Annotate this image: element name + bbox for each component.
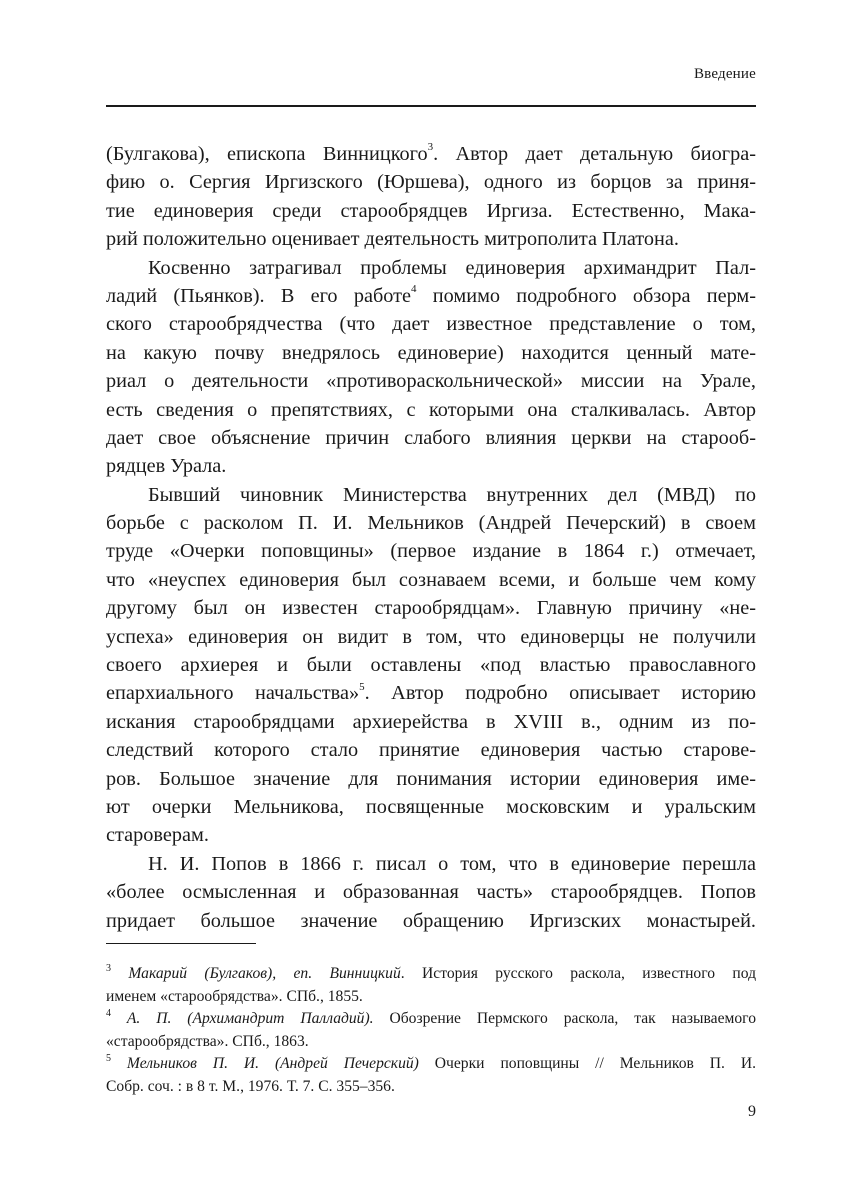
- text-line: своего архиерея и были оставлены «под властью православного: [106, 654, 756, 677]
- footnote-line: $^5$ Мельников П. И. (Андрей Печерский) Очерки поповщины // Мельников П. И.: [106, 1053, 756, 1073]
- running-head-title: Введение: [693, 66, 756, 82]
- text-line: придает большое значение обращению Иргизских монастырей.: [106, 909, 756, 932]
- text-line: Н. И. Попов в 1866 г. писал о том, что в единоверие перешла: [148, 852, 756, 875]
- footnote-line: «старообрядства». СПб., 1863.: [106, 1032, 309, 1050]
- footnote-author: Макарий (Булгаков), еп. Винницкий: [128, 965, 401, 982]
- text-line: староверам.: [106, 824, 209, 847]
- footnote-author: Мельников П. И. (Андрей Печерский): [126, 1055, 419, 1073]
- text-line: «более осмысленная и образованная часть» старообрядцев. Попов: [106, 881, 756, 904]
- text-line: следствий которого стало принятие единоверия частью старове-: [106, 739, 756, 762]
- main-text: [106, 140, 756, 935]
- paragraph: [106, 254, 756, 481]
- paragraph: [106, 850, 756, 935]
- text-line: (Булгакова), епископа Винницкого$^3$. Автор дает детальную биогра-: [106, 141, 756, 165]
- text-line: ского старообрядчества (что дает известное представление о том,: [106, 313, 756, 336]
- text-line: тие единоверия среди старообрядцев Иргиза. Естественно, Мака-: [106, 199, 756, 222]
- page-number: 9: [748, 1103, 756, 1120]
- text-line: другому был он известен старообрядцам». Главную причину «не-: [106, 597, 756, 620]
- footnote: [106, 1008, 756, 1053]
- text-line: труде «Очерки поповщины» (первое издание в 1864 г.) отмечает,: [106, 540, 756, 563]
- footnotes: [106, 963, 756, 1099]
- footnote-number: 3: [106, 962, 111, 974]
- text-line: что «неуспех единоверия был сознаваем всеми, и больше чем кому: [106, 568, 756, 591]
- footnote-number: 5: [106, 1053, 111, 1065]
- footnote-ref[interactable]: 5: [359, 680, 365, 693]
- text-line: на какую почву внедрялось единоверие) находится ценный мате-: [106, 341, 756, 364]
- text-line: искания старообрядцами архиерейства в XVIII в., одним из по-: [106, 710, 756, 733]
- footnote-line: $^3$ Макарий (Булгаков), еп. Винницкий. История русского раскола, известного под: [106, 962, 757, 982]
- paragraph: [106, 140, 756, 254]
- footnote-line: Собр. соч. : в 8 т. М., 1976. Т. 7. С. 355–356.: [106, 1077, 395, 1095]
- footnote-ref[interactable]: 4: [411, 283, 417, 296]
- paragraph: [106, 481, 756, 850]
- footnote-author: А. П. (Архимандрит Палладий).: [126, 1010, 374, 1028]
- header-rule: [106, 105, 756, 107]
- text-line: рий положительно оценивает деятельность митрополита Платона.: [106, 228, 679, 251]
- text-line: епархиального начальства»$^5$. Автор подробно описывает историю: [106, 680, 756, 705]
- text-line: ров. Большое значение для понимания истории единоверия име-: [106, 767, 756, 790]
- text-line: фию о. Сергия Иргизского (Юршева), одного из борцов за приня-: [106, 171, 756, 194]
- footnote-separator: [106, 943, 256, 944]
- text-line: ют очерки Мельникова, посвященные московским и уральским: [106, 795, 756, 818]
- text-line: борьбе с расколом П. И. Мельников (Андрей Печерский) в своем: [106, 512, 756, 535]
- footnote-line: $^4$ А. П. (Архимандрит Палладий). Обозрение Пермского раскола, так называемого: [106, 1008, 756, 1028]
- text-line: ладий (Пьянков). В его работе$^4$ помимо подробного обзора перм-: [106, 283, 756, 307]
- text-line: дает свое объяснение причин слабого влияния церкви на старооб-: [106, 426, 756, 449]
- text-line: Косвенно затрагивал проблемы единоверия архимандрит Пал-: [148, 256, 756, 279]
- footnote-line: именем «старообрядства». СПб., 1855.: [106, 987, 363, 1005]
- text-line: успеха» единоверия он видит в том, что единоверцы не получили: [106, 625, 756, 648]
- footnote-number: 4: [106, 1008, 111, 1019]
- text-line: рядцев Урала.: [106, 455, 227, 478]
- text-line: Бывший чиновник Министерства внутренних дел (МВД) по: [148, 483, 756, 506]
- footnote: [106, 963, 756, 1008]
- footnote-ref[interactable]: 3: [427, 141, 434, 154]
- text-line: риал о деятельности «противораскольнической» миссии на Урале,: [106, 370, 756, 393]
- footnote: [106, 1053, 756, 1098]
- text-line: есть сведения о препятствиях, с которыми она сталкивалась. Автор: [106, 398, 756, 421]
